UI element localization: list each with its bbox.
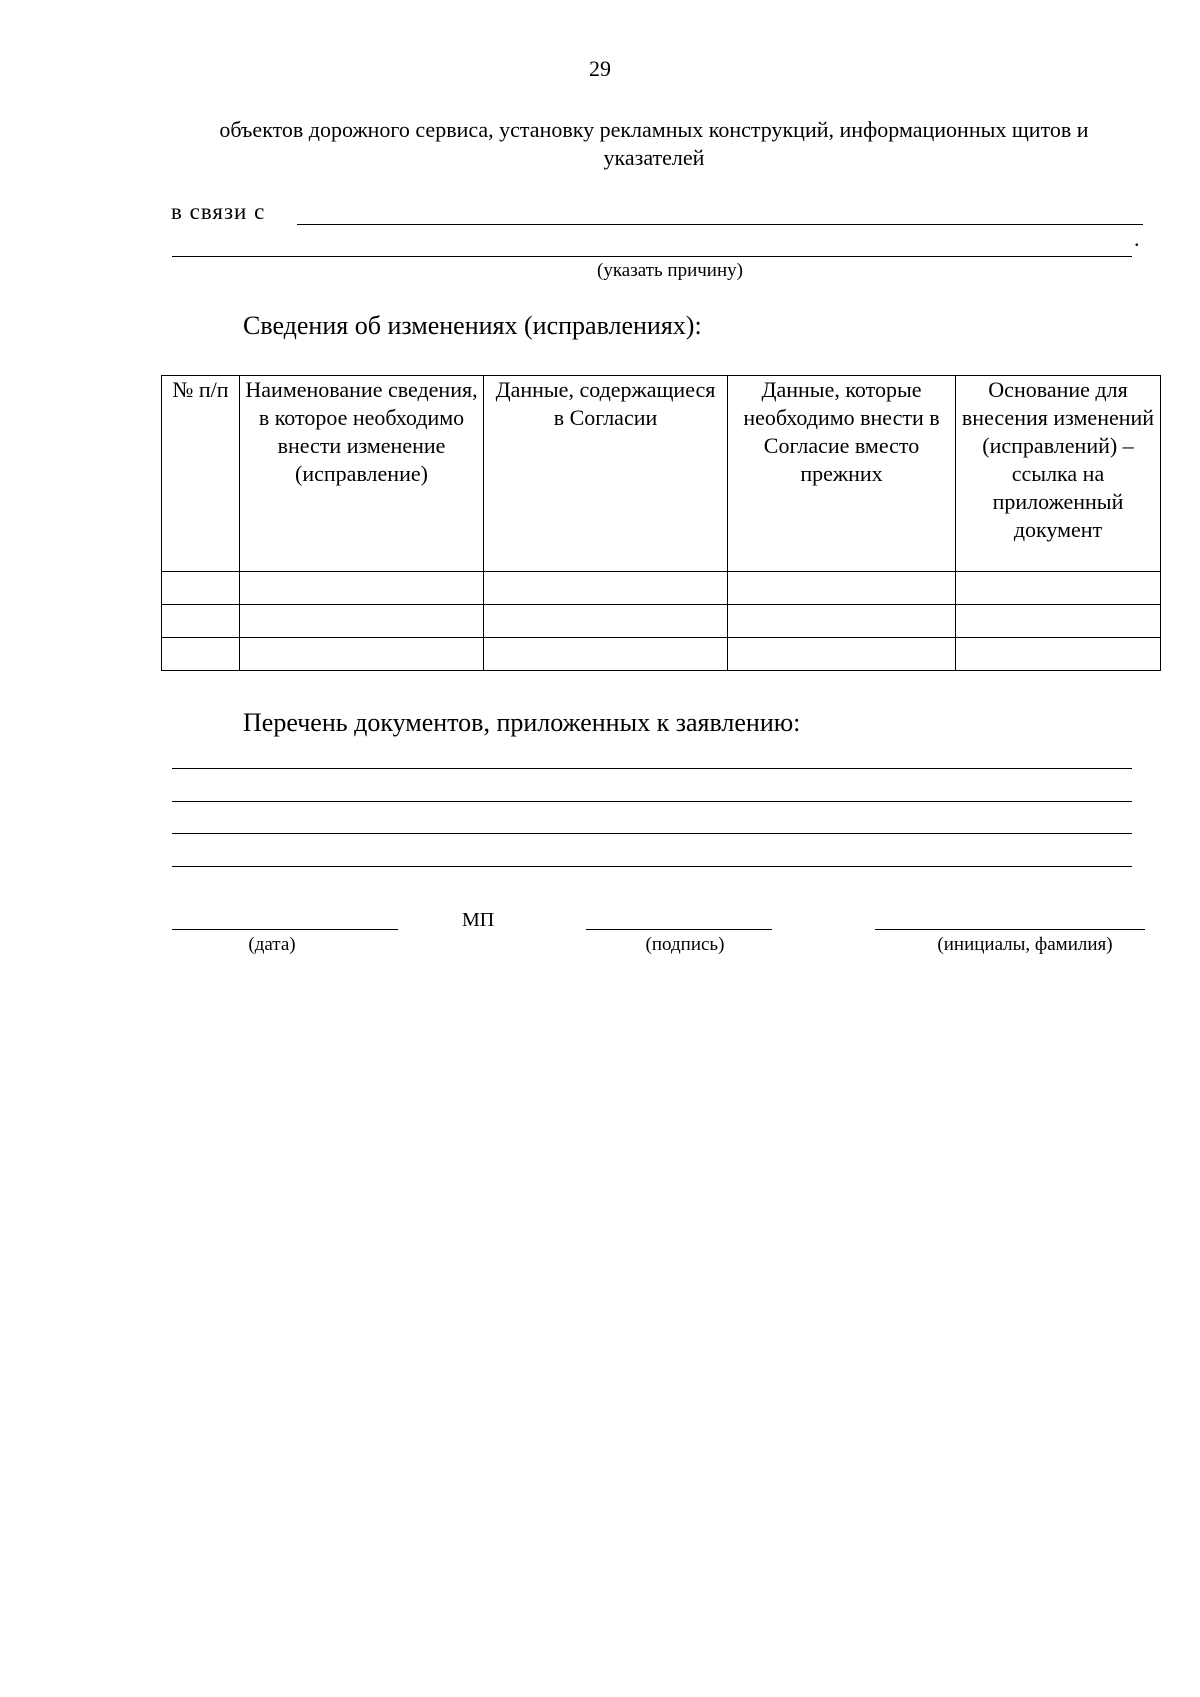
- date-input-line[interactable]: [172, 929, 398, 930]
- table-row: [162, 638, 1161, 671]
- table-cell[interactable]: [728, 605, 956, 638]
- documents-input-line-1[interactable]: [172, 768, 1132, 769]
- documents-input-line-2[interactable]: [172, 801, 1132, 802]
- table-row: [162, 572, 1161, 605]
- documents-heading: Перечень документов, приложенных к заявлению:: [243, 708, 801, 737]
- table-cell[interactable]: [484, 572, 728, 605]
- column-header-number: № п/п: [162, 376, 240, 572]
- table-cell[interactable]: [484, 605, 728, 638]
- table-cell[interactable]: [956, 572, 1161, 605]
- table-cell[interactable]: [956, 638, 1161, 671]
- reason-input-line-2[interactable]: [172, 256, 1132, 257]
- table-cell[interactable]: [162, 638, 240, 671]
- table-cell[interactable]: [956, 605, 1161, 638]
- column-header-basis: Основание для внесения изменений (исправлений) – ссылка на приложенный документ: [956, 376, 1161, 572]
- column-header-new-data: Данные, которые необходимо внести в Согласие вместо прежних: [728, 376, 956, 572]
- documents-input-line-4[interactable]: [172, 866, 1132, 867]
- changes-table: [161, 375, 1161, 671]
- reason-input-line-1[interactable]: [297, 224, 1143, 225]
- table-cell[interactable]: [162, 572, 240, 605]
- signature-label: (подпись): [645, 934, 725, 955]
- table-cell[interactable]: [728, 572, 956, 605]
- signature-input-line[interactable]: [586, 929, 772, 930]
- name-label: (инициалы, фамилия): [937, 934, 1113, 955]
- name-input-line[interactable]: [875, 929, 1145, 930]
- stamp-label: МП: [462, 909, 495, 931]
- reason-prefix: в связи с: [171, 199, 266, 224]
- table-cell[interactable]: [240, 572, 484, 605]
- date-label: (дата): [248, 934, 296, 955]
- documents-input-line-3[interactable]: [172, 833, 1132, 834]
- table-cell[interactable]: [240, 638, 484, 671]
- intro-text: объектов дорожного сервиса, установку рекламных конструкций, информационных щитов и указателей: [219, 117, 1089, 170]
- table-cell[interactable]: [162, 605, 240, 638]
- table-row: [162, 605, 1161, 638]
- reason-hint: (указать причину): [597, 260, 743, 281]
- table-header-row: [162, 376, 1161, 572]
- reason-end-mark: .: [1134, 226, 1140, 251]
- column-header-current-data: Данные, содержащиеся в Согласии: [484, 376, 728, 572]
- table-cell[interactable]: [728, 638, 956, 671]
- changes-heading: Сведения об изменениях (исправлениях):: [243, 311, 702, 340]
- page-number: 29: [589, 56, 611, 81]
- table-cell[interactable]: [484, 638, 728, 671]
- table-cell[interactable]: [240, 605, 484, 638]
- column-header-field-name: Наименование сведения, в которое необходимо внести изменение (исправление): [240, 376, 484, 572]
